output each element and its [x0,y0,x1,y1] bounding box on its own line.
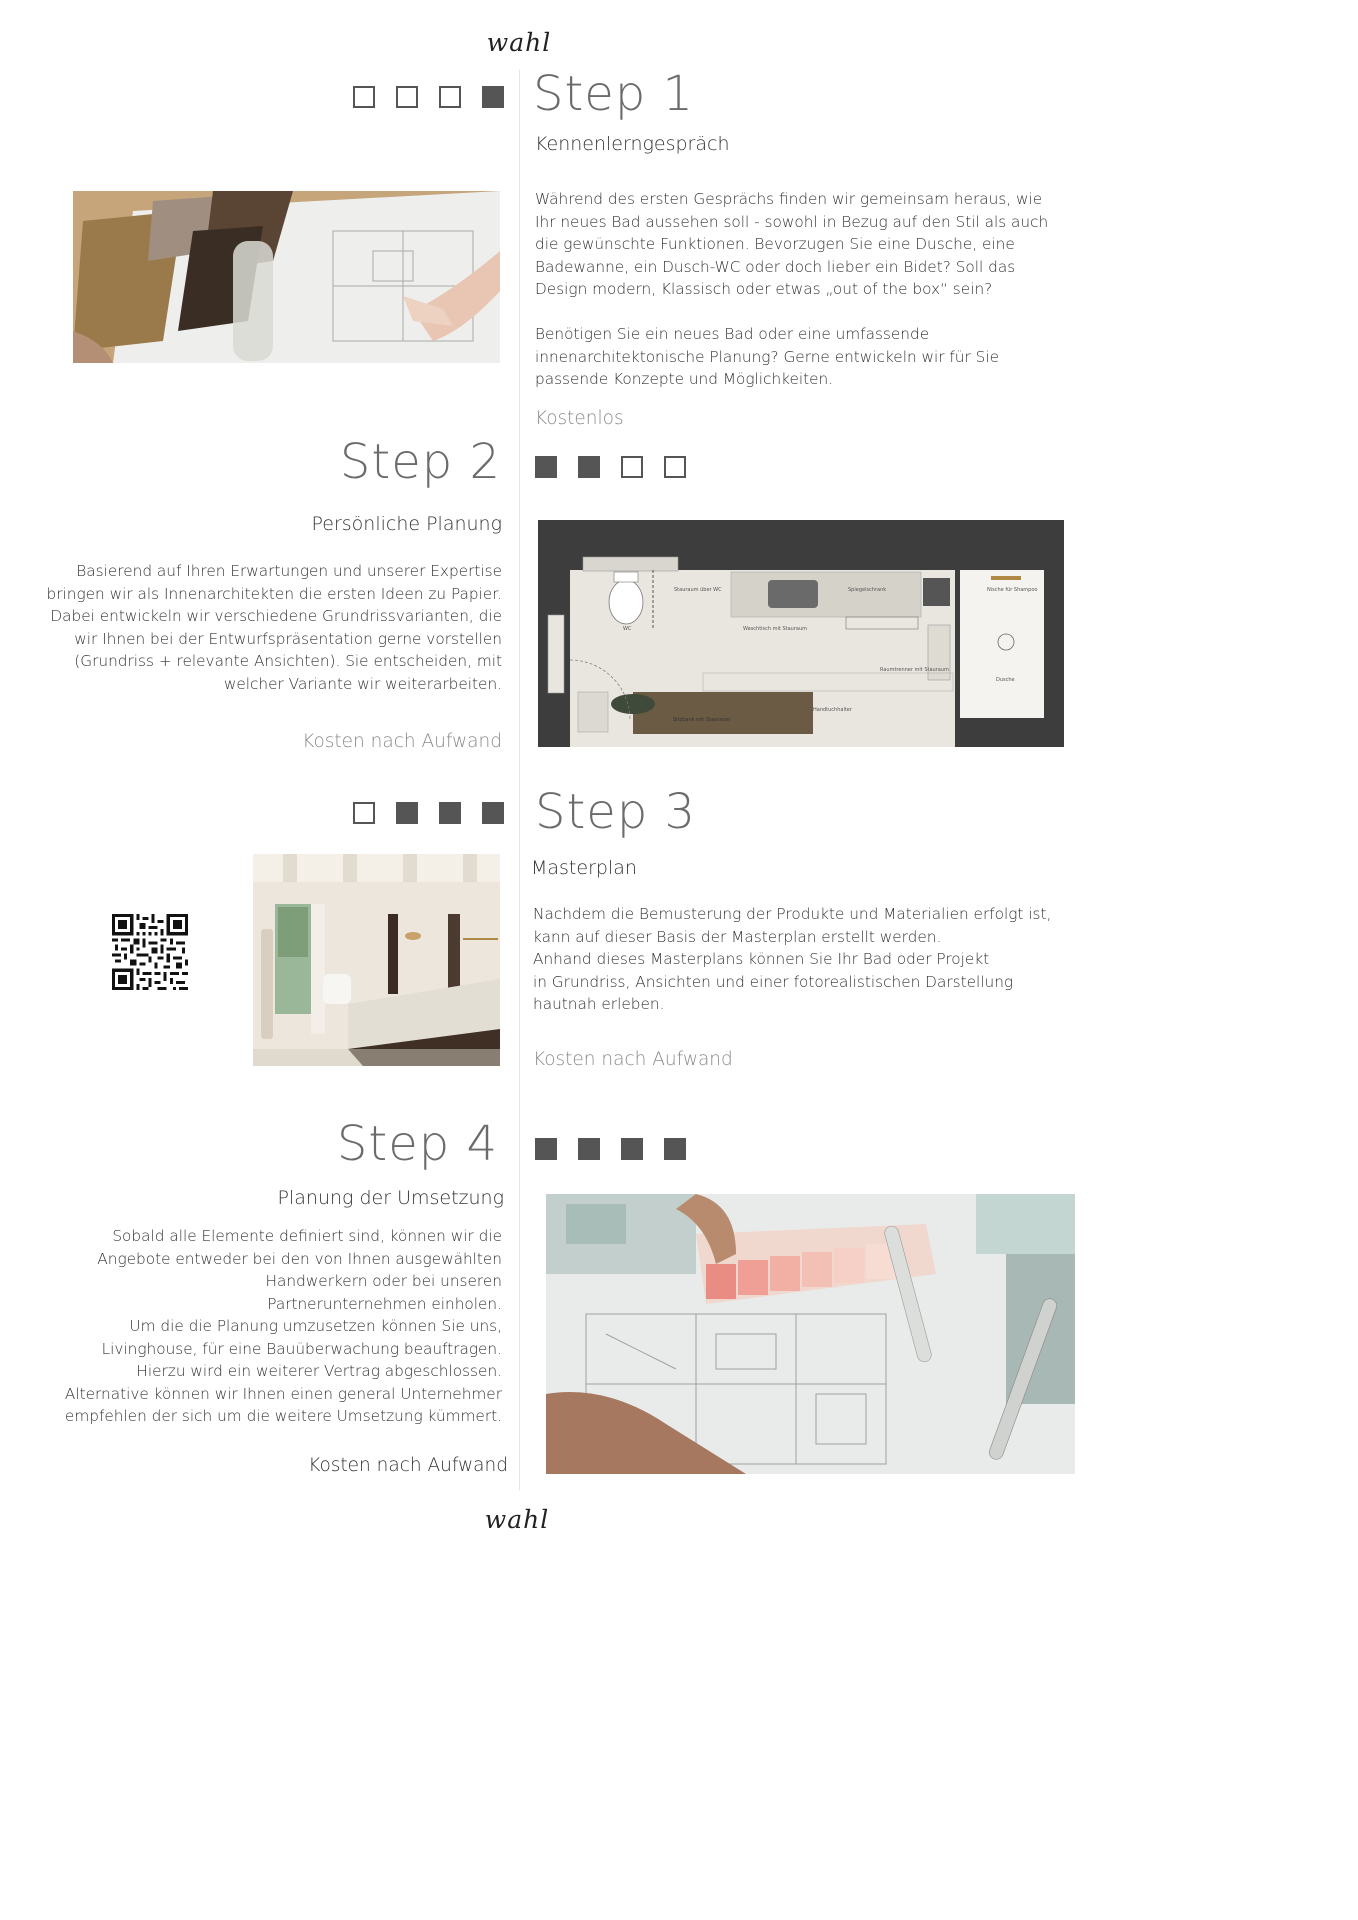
step4-subtitle: Planung der Umsetzung [277,1187,504,1209]
step3-subtitle: Masterplan [531,857,637,879]
fp-label-raumtrenner: Raumtrenner mit Stauraum [880,667,949,673]
progress-square-filled [535,456,557,478]
progress-square [353,86,375,108]
progress-square [439,86,461,108]
logo-top: wahl [486,28,552,57]
step1-title: Step 1 [533,66,695,122]
fp-label-sitzbank: Sitzbank mit Stauraum [673,717,731,723]
progress-square-filled [578,1138,600,1160]
progress-square [396,86,418,108]
step2-floorplan [538,520,1064,747]
step2-progress [535,456,686,478]
step1-photo [73,191,500,363]
fp-label-wc: WC [623,626,632,632]
fp-label-waschtisch: Waschtisch mit Stauraum [743,626,808,632]
progress-square [621,456,643,478]
progress-square-filled [535,1138,557,1160]
step2-cost: Kosten nach Aufwand [302,731,502,752]
fp-label-dusche: Dusche [996,677,1015,683]
fp-label-nische: Nische für Shampoo [987,587,1038,593]
progress-square-filled [621,1138,643,1160]
progress-square-filled [396,802,418,824]
logo-bottom: wahl [484,1505,550,1534]
step1-progress [353,86,504,108]
step2-title: Step 2 [339,434,501,490]
step4-title: Step 4 [336,1116,498,1172]
progress-square-filled [482,802,504,824]
step3-title: Step 3 [535,784,697,840]
progress-square [664,456,686,478]
center-divider [519,70,520,1490]
step4-photo [546,1194,1075,1474]
fp-label-handtuch: Handtuchhalter [813,707,852,713]
progress-square-filled [439,802,461,824]
progress-square-filled [578,456,600,478]
step3-photo [253,854,500,1066]
step4-progress [535,1138,686,1160]
step2-subtitle: Persönliche Planung [311,513,502,535]
progress-square [353,802,375,824]
step2-body: Basierend auf Ihren Erwartungen und unserer Expertise bringen wir als Innenarchitekten die ersten Ideen zu Papier. Dabei entwickeln wir verschiedene Grundrissvarianten, die wir Ihnen bei der Entwurfspräsentation gerne vorstellen (Grundriss + relevante Ansichten). Sie entscheiden, mit welcher Variante wir weiterarbeiten. [46,562,502,693]
step1-cost: Kostenlos [535,408,624,429]
qr-code-icon[interactable] [112,914,188,990]
fp-label-spiegel: Spiegelschrank [848,587,887,593]
step3-body: Nachdem die Bemusterung der Produkte und Materialien erfolgt ist, kann auf dieser Basis der Masterplan erstellt werden. Anhand dieses Masterplans können Sie Ihr Bad oder Projekt in Grundriss, Ansichten und einer fotorealistischen Darstellung hautnah erleben. [533,905,1052,1013]
step3-progress [353,802,504,824]
step1-body: Während des ersten Gesprächs finden wir gemeinsam heraus, wie Ihr neues Bad aussehen soll - sowohl in Bezug auf den Stil als auch die gewünschte Funktionen. Bevorzugen Sie eine Dusche, eine Badewanne, ein Dusch-WC oder doch lieber ein Bidet? Soll das Design modern, Klassisch oder etwas „out of the box“ sein? Benötigen Sie ein neues Bad oder eine umfassende innenarchitektonische Planung? Gerne entwickeln wir für Sie passende Konzepte und Möglichkeiten. [535,190,1049,388]
step1-subtitle: Kennenlerngespräch [535,133,730,155]
step3-cost: Kosten nach Aufwand [533,1049,733,1070]
step4-cost: Kosten nach Aufwand [308,1455,508,1476]
progress-square-filled [482,86,504,108]
progress-square-filled [664,1138,686,1160]
fp-label-stauraum: Stauraum über WC [674,587,722,593]
step4-body: Sobald alle Elemente definiert sind, können wir die Angebote entweder bei den von Ihnen ausgewählten Handwerkern oder bei unseren Partnerunternehmen einholen. Um die die Planung umzusetzen können Sie uns, Livinghouse, für eine Bauüberwachung beauftragen. Hierzu wird ein weiterer Vertrag abgeschlossen. Alternative können wir Ihnen einen general Unternehmer empfehlen der sich um die weitere Umsetzung kümmert. [64,1227,502,1425]
